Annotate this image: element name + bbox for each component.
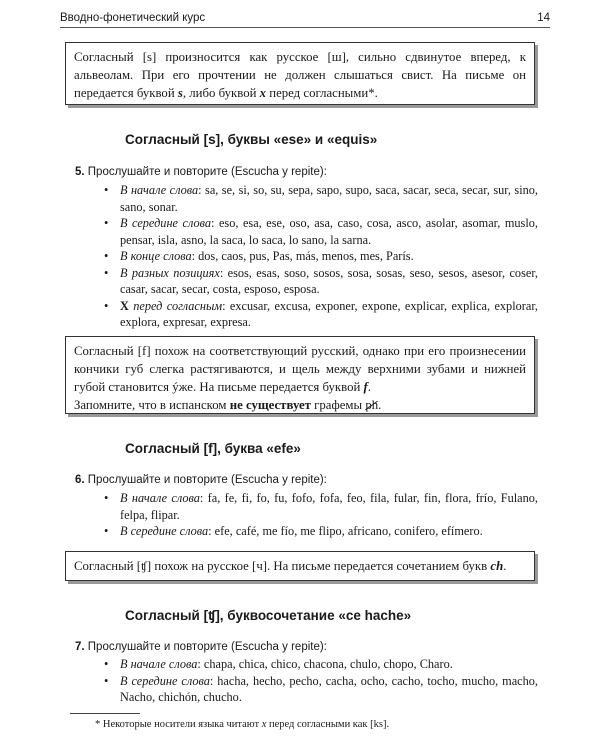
list-item: [98, 248, 538, 265]
item-text: : eso, esa, ese, oso, asa, caso, cosa, asco, asolar, asomar, muslo, pensar, isla, asno, la saca, lo saca, lo sano, la sarna.: [120, 216, 538, 247]
box-text: .: [367, 380, 371, 394]
section-heading-ch: Согласный [ʧ], буквосочетание «ce hache»: [125, 608, 412, 623]
exercise-number: 6.: [75, 474, 85, 486]
item-lead: В начале слова: [120, 657, 198, 671]
list-item: [98, 523, 538, 540]
exercise-7-instruction: [75, 641, 327, 653]
page-number: 14: [537, 12, 550, 24]
exercise-text: Прослушайте и повторите (Escucha y repite):: [84, 166, 327, 178]
item-text: : esos, esas, soso, sosos, sosa, sosas, seso, sesos, asesor, coser, casar, sacar, secar, costa, esposo, esposa.: [120, 265, 538, 296]
bold-phrase: не существует: [229, 398, 311, 412]
item-text: : hacha, hecho, pecho, cacha, ocho, cacho, tocho, mucho, macho, Nacho, chichón, chucho.: [120, 673, 538, 704]
box-text: .: [503, 559, 507, 573]
info-box-ch: [65, 551, 535, 581]
list-item: [98, 265, 538, 298]
item-lead: В середине слова: [120, 216, 212, 230]
box-text: перед согласными*.: [266, 86, 378, 100]
item-lead: В середине слова: [120, 673, 210, 688]
list-item: [98, 298, 538, 331]
list-item: [98, 656, 538, 673]
list-item: [98, 490, 538, 523]
box-text: , либо буквой: [182, 86, 260, 100]
exercise-7-list: [98, 656, 538, 706]
running-header: [60, 12, 550, 28]
box-text: Согласный [s] произносится как русское [ш], сильно сдвинутое вперед, к альвеолам. При его прочтении не должен слышаться свист. На письме он передается буквой: [74, 50, 526, 100]
letter-f: f: [363, 380, 368, 394]
item-lead: В конце слова: [120, 249, 192, 263]
exercise-text: Прослушайте и повторите (Escucha y repite):: [84, 474, 327, 486]
header-title: Вводно-фонетический курс: [60, 12, 206, 24]
exercise-5-list: [98, 182, 538, 331]
letter-x: x: [259, 86, 267, 100]
footnote-x: x: [261, 719, 267, 730]
exercise-text: Прослушайте и повторите (Escucha y repite):: [84, 641, 327, 653]
box-text: графемы: [310, 398, 366, 412]
footnote-divider: [70, 713, 140, 714]
struck-ph: ph: [365, 398, 379, 412]
box-text: Запомните, что в испанском: [74, 398, 230, 412]
list-item: [98, 673, 538, 706]
item-text: : excusar, excusa, exponer, expone, explicar, explica, explorar, explora, expresar, expresa.: [120, 298, 538, 329]
letters-ch: ch: [490, 559, 504, 573]
box-text: Согласный [f] похож на соответствующий русский, однако при его произнесении кончики губ слегка растягиваются, и щель между верхними зубами и нижней губой становится ýже. На письме передается буквой: [74, 344, 526, 394]
box-text: Согласный [ʧ] похож на русское [ч]. На письме передается сочетанием букв: [74, 559, 491, 573]
footnote-text: перед согласными как [ks].: [266, 719, 390, 730]
item-text: : sa, se, si, so, su, sepa, sapo, supo, saca, sacar, seca, secar, sur, sino, sano, sonar.: [120, 183, 538, 214]
item-text: : fa, fe, fi, fo, fu, fofo, fofa, feo, fila, fular, fin, flora, frío, Fulano, felpa, flipar.: [120, 491, 538, 522]
item-text: : efe, café, me fío, me flipo, africano, conifero, efímero.: [208, 524, 483, 538]
box-text: .: [378, 398, 382, 412]
list-item: [98, 215, 538, 248]
exercise-number: 5.: [75, 166, 85, 178]
item-lead: В начале слова: [120, 183, 199, 197]
item-lead: В разных позициях: [120, 265, 220, 280]
exercise-number: 7.: [75, 641, 85, 653]
exercise-6-list: [98, 490, 538, 540]
item-letter: X: [120, 298, 129, 313]
footnote: [95, 719, 389, 730]
item-text: : dos, caos, pus, Pas, más, menos, mes, París.: [191, 249, 414, 263]
section-heading-f: Согласный [f], буква «efe»: [125, 441, 301, 456]
item-lead: В середине слова: [120, 524, 209, 538]
item-lead: В начале слова: [120, 491, 200, 505]
letter-s: s: [177, 86, 183, 100]
list-item: [98, 182, 538, 215]
section-heading-s: Согласный [s], буквы «ese» и «equis»: [125, 132, 378, 147]
item-text: : chapa, chica, chico, chacona, chulo, chopo, Charo.: [197, 657, 453, 671]
exercise-6-instruction: [75, 474, 327, 486]
item-lead: перед согласным: [128, 298, 223, 313]
exercise-5-instruction: [75, 166, 327, 178]
info-box-f: [65, 336, 535, 414]
footnote-text: * Некоторые носители языка читают: [95, 719, 262, 730]
info-box-s: [65, 42, 535, 105]
